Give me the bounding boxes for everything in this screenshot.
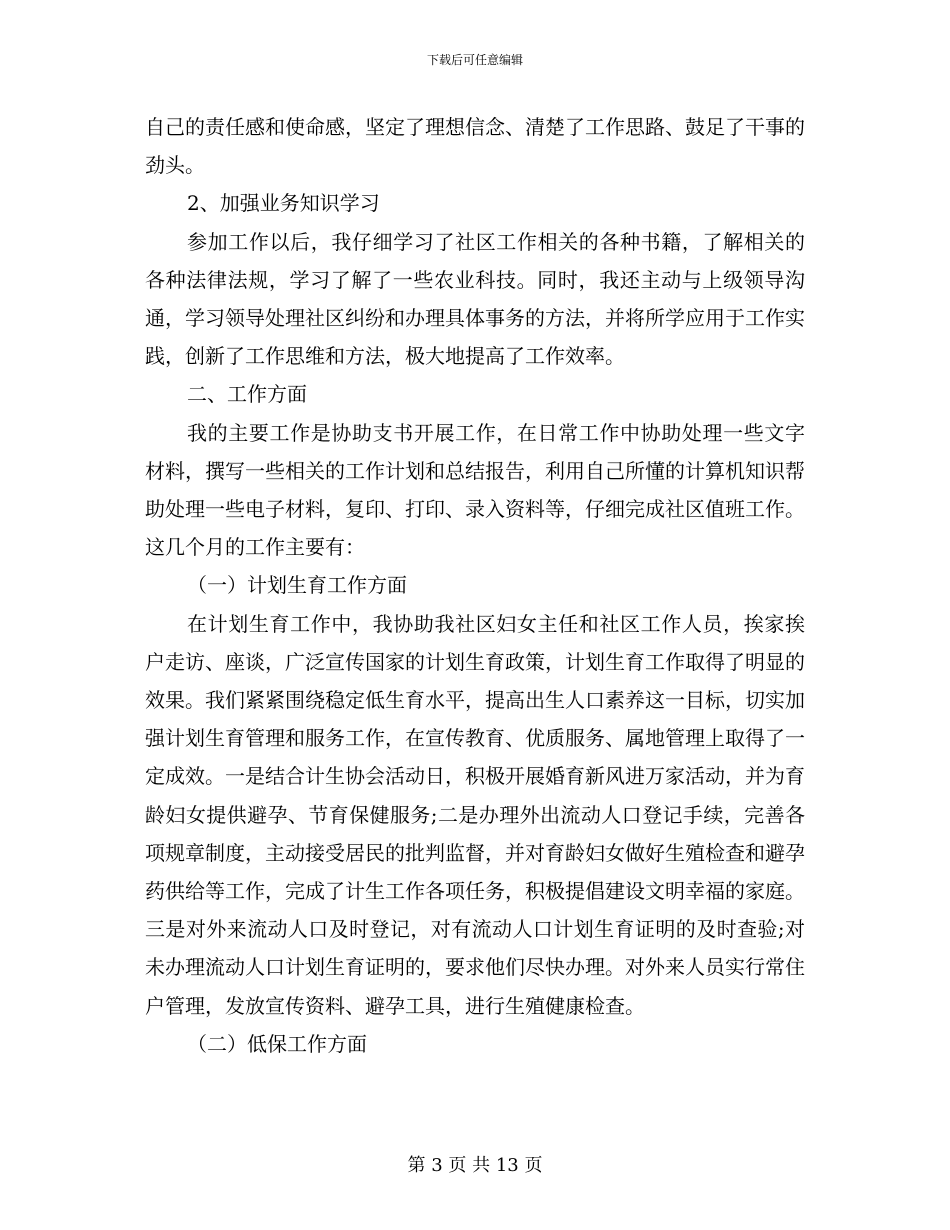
document-body (145, 108, 805, 1063)
paragraph-study: 参加工作以后，我仔细学习了社区工作相关的各种书籍，了解相关的各种法律法规，学习了解了一些农业科技。同时，我还主动与上级领导沟通，学习领导处理社区纠纷和办理具体事务的方法，并将所学应用于工作实践，创新了工作思维和方法，极大地提高了工作效率。 (145, 229, 805, 369)
page-header: 下载后可任意编辑 (426, 53, 523, 67)
section-heading-work: 二、工作方面 (187, 382, 307, 407)
paragraph-continuation: 自己的责任感和使命感，坚定了理想信念、清楚了工作思路、鼓足了干事的劲头。 (145, 115, 805, 178)
subsection-heading-low-income: （二）低保工作方面 (187, 1031, 367, 1056)
paragraph-work: 我的主要工作是协助支书开展工作，在日常工作中协助处理一些文字材料，撰写一些相关的工作计划和总结报告，利用自己所懂的计算机知识帮助处理一些电子材料，复印、打印、录入资料等，仔细完成社区值班工作。这几个月的工作主要有： (145, 420, 805, 560)
subsection-heading-family-planning: （一）计划生育工作方面 (187, 573, 407, 598)
page-number: 第 3 页 共 13 页 (407, 1155, 543, 1176)
section-heading-study: 2、加强业务知识学习 (187, 191, 380, 216)
paragraph-family-planning: 在计划生育工作中，我协助我社区妇女主任和社区工作人员，挨家挨户走访、座谈，广泛宣传国家的计划生育政策，计划生育工作取得了明显的效果。我们紧紧围绕稳定低生育水平，提高出生人口素养这一目标，切实加强计划生育管理和服务工作，在宣传教育、优质服务、属地管理上取得了一定成效。一是结合计生协会活动日，积极开展婚育新风进万家活动，并为育龄妇女提供避孕、节育保健服务;二是办理外出流动人口登记手续，完善各项规章制度，主动接受居民的批判监督，并对育龄妇女做好生殖检查和避孕药供给等工作，完成了计生工作各项任务，积极提倡建设文明幸福的家庭。三是对外来流动人口及时登记，对有流动人口计划生育证明的及时查验;对未办理流动人口计划生育证明的，要求他们尽快办理。对外来人员实行常住户管理，发放宣传资料、避孕工具，进行生殖健康检查。 (145, 611, 805, 1018)
